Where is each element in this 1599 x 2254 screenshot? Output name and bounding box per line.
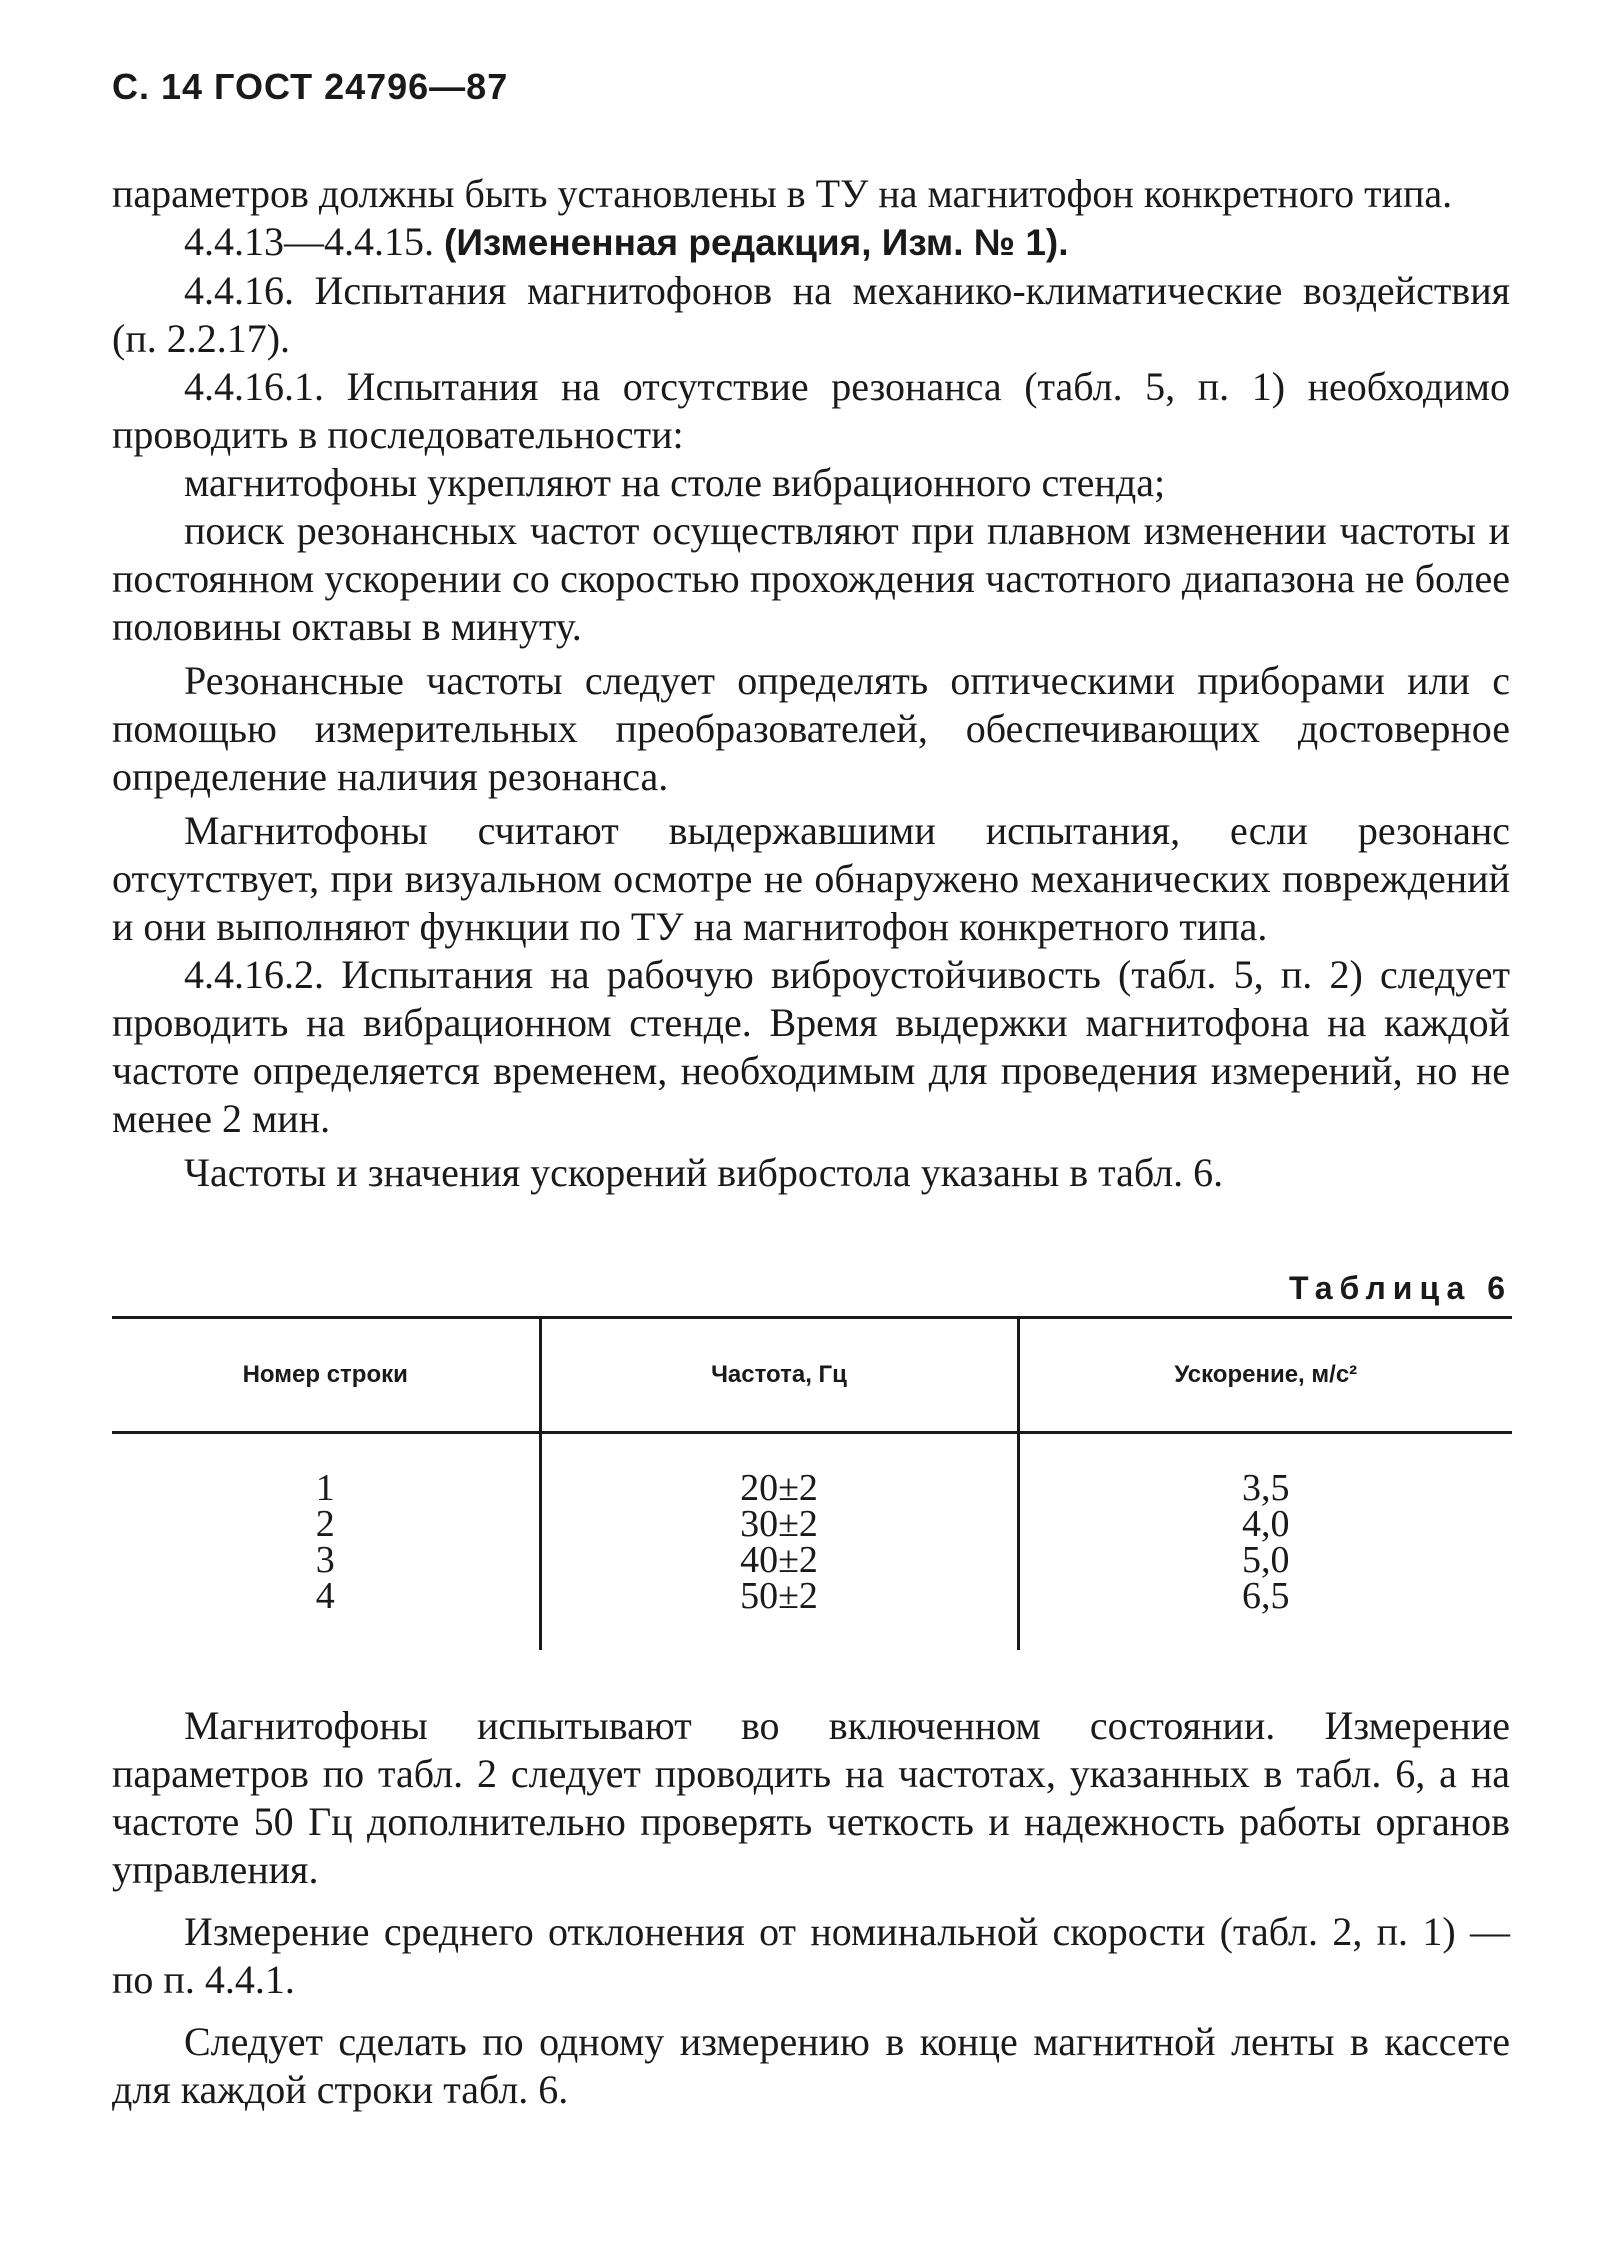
page-header: С. 14 ГОСТ 24796—87 xyxy=(112,66,509,107)
table-6 xyxy=(112,1316,1512,1650)
table-cell: 5,0 xyxy=(1018,1542,1512,1578)
table-cell: 20±2 xyxy=(540,1433,1018,1507)
column-header: Номер строки xyxy=(112,1318,540,1433)
table-header-row xyxy=(112,1318,1512,1433)
amendment-note: (Измененная редакция, Изм. № 1). xyxy=(444,222,1069,263)
paragraph: магнитофоны укрепляют на столе вибрационного стенда; xyxy=(184,460,1166,505)
table-cell: 1 xyxy=(315,1467,335,1509)
table-row xyxy=(112,1506,1512,1542)
paragraph: Следует сделать по одному измерению в конце магнитной ленты в кассете для каждой строки табл. 6. xyxy=(112,2019,1510,2112)
table-cell: 3,5 xyxy=(1018,1433,1512,1507)
table-cell: 40±2 xyxy=(540,1542,1018,1578)
paragraph: Частоты и значения ускорений вибростола указаны в табл. 6. xyxy=(184,1150,1224,1195)
table-row xyxy=(112,1578,1512,1650)
table-row xyxy=(112,1542,1512,1578)
table-cell: 50±2 xyxy=(540,1578,1018,1650)
table-cell: 4,0 xyxy=(1018,1506,1512,1542)
paragraph: параметров должны быть установлены в ТУ на магнитофон конкретного типа. xyxy=(112,171,1453,216)
table-cell: 2 xyxy=(315,1503,335,1545)
paragraph: Магнитофоны испытывают во включенном состоянии. Измерение параметров по табл. 2 следует проводить на частотах, указанных в табл. 6, а на частоте 50 Гц дополнительно проверять четкость и надежность работы органов управления. xyxy=(112,1703,1510,1892)
column-header: Частота, Гц xyxy=(540,1318,1018,1433)
document-page xyxy=(112,0,1512,2254)
table-cell: 30±2 xyxy=(540,1506,1018,1542)
paragraph: Магнитофоны считают выдержавшими испытания, если резонанс отсутствует, при визуальном осмотре не обнаружено механических повреждений и они выполняют функции по ТУ на магнитофон конкретного типа. xyxy=(112,808,1510,949)
data-table xyxy=(112,1316,1512,1650)
paragraph-amendment xyxy=(112,218,1510,267)
paragraph: 4.4.16.1. Испытания на отсутствие резонанса (табл. 5, п. 1) необходимо проводить в последовательности: xyxy=(112,364,1510,457)
table-caption: Таблица 6 xyxy=(1288,1270,1512,1306)
paragraph: поиск резонансных частот осуществляют при плавном изменении частоты и постоянном ускорении со скоростью прохождения частотного диапазона не более половины октавы в минуту. xyxy=(112,508,1510,649)
table-row xyxy=(112,1433,1512,1507)
main-text xyxy=(112,170,1510,1197)
table-cell: 4 xyxy=(315,1575,335,1617)
paragraph: 4.4.16.2. Испытания на рабочую виброустойчивость (табл. 5, п. 2) следует проводить на вибрационном стенде. Время выдержки магнитофона на каждой частоте определяется временем, необходимым для проведения измерений, но не менее 2 мин. xyxy=(112,952,1510,1141)
table-cell: 6,5 xyxy=(1018,1578,1512,1650)
clause-number: 4.4.13—4.4.15. xyxy=(184,219,444,264)
paragraph: 4.4.16. Испытания магнитофонов на механико-климатические воздействия (п. 2.2.17). xyxy=(112,268,1510,361)
table-cell: 3 xyxy=(315,1539,335,1581)
paragraph: Резонансные частоты следует определять оптическими приборами или с помощью измерительных преобразователей, обеспечивающих достоверное определение наличия резонанса. xyxy=(112,658,1510,799)
paragraph: Измерение среднего отклонения от номинальной скорости (табл. 2, п. 1) — по п. 4.4.1. xyxy=(112,1909,1510,2002)
closing-text xyxy=(112,1702,1510,2114)
column-header: Ускорение, м/с² xyxy=(1018,1318,1512,1433)
